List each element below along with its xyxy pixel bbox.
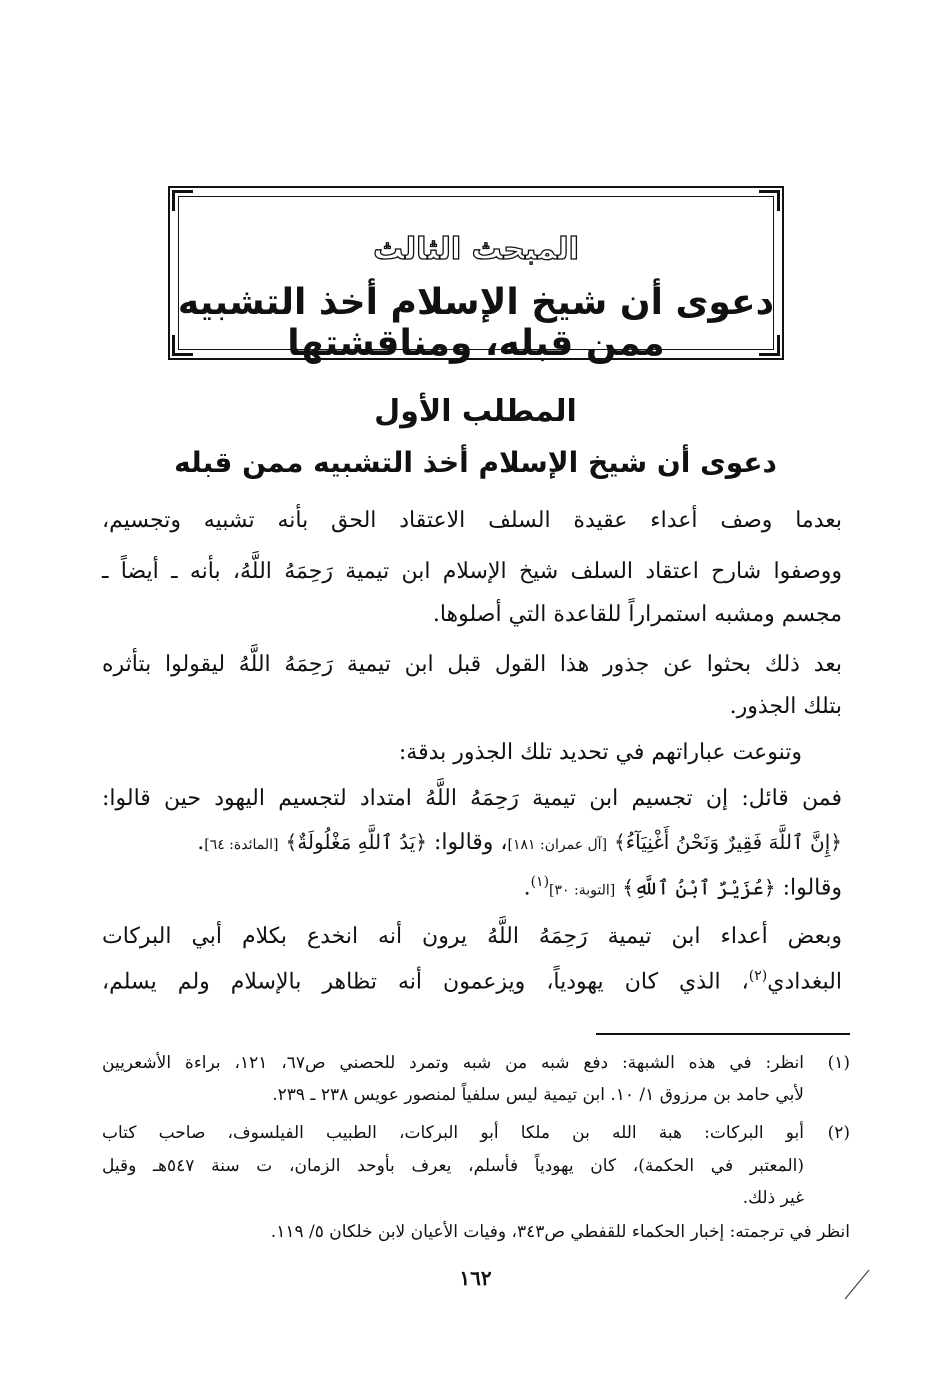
body-line: مجسم ومشبه استمراراً للقاعدة التي أصلوها. xyxy=(432,602,842,627)
chapter-title: دعوى أن شيخ الإسلام أخذ التشبيه ممن قبله، ومناقشتها xyxy=(177,282,775,364)
sentence-end: . xyxy=(523,875,531,901)
body-line: بعدما وصف أعداء عقيدة السلف الاعتقاد الحق بأنه تشبيه وتجسيم، xyxy=(102,508,842,533)
body-text: ، الذي كان يهودياً، ويزعمون أنه تظاهر بالإسلام ولم يسلم، xyxy=(102,969,749,995)
footnote-line: أبو البركات: هبة الله بن ملكا أبو البركات، الطبيب الفيلسوف، صاحب كتاب xyxy=(102,1123,804,1143)
body-line: بتلك الجذور. xyxy=(729,694,842,719)
chapter-label: المبحث الثالث xyxy=(373,232,579,267)
connector-text: وقالوا: xyxy=(782,875,842,901)
body-line xyxy=(102,968,842,994)
footnote-number: (٢) xyxy=(827,1123,850,1143)
quran-quote: ﴿إِنَّ ٱللَّهَ فَقِيرٌ وَنَحْنُ أَغْنِيَآءُ﴾ xyxy=(614,830,842,854)
quran-reference: [المائدة: ٦٤] xyxy=(204,837,279,853)
quran-quote: ﴿يَدُ ٱللَّهِ مَغْلُولَةٌ﴾ xyxy=(285,830,427,854)
quran-quote: ﴿عُزَيْرٌ ٱبْنُ ٱللَّهِ﴾ xyxy=(622,875,776,900)
section-title: دعوى أن شيخ الإسلام أخذ التشبيه ممن قبله xyxy=(174,446,777,479)
section-label: المطلب الأول xyxy=(374,394,577,429)
page-number: ١٦٢ xyxy=(459,1266,492,1290)
body-line: بعد ذلك بحثوا عن جذور هذا القول قبل ابن تيمية رَحِمَهُ اللَّهُ ليقولوا بتأثره xyxy=(102,652,842,677)
connector-text: ، وقالوا: xyxy=(433,830,508,855)
frame-corner-ornament xyxy=(759,190,780,211)
footnote-number: (١) xyxy=(827,1053,850,1073)
quran-reference: [آل عمران: ١٨١] xyxy=(507,837,608,853)
chapter-frame xyxy=(168,186,784,364)
body-line: ووصفوا شارح اعتقاد السلف شيخ الإسلام ابن تيمية رَحِمَهُ اللَّهُ، بأنه ـ أيضاً ـ xyxy=(102,559,842,584)
body-line: وتنوعت عباراتهم في تحديد تلك الجذور بدقة: xyxy=(398,740,802,765)
body-line: وبعض أعداء ابن تيمية رَحِمَهُ اللَّهُ يرون أنه انخدع بكلام أبي البركات xyxy=(102,924,842,949)
quran-quote-line xyxy=(102,874,842,900)
footnote-ref: (١) xyxy=(530,874,550,890)
quran-reference: [التوبة: ٣٠] xyxy=(549,882,616,899)
footnote-line: لأبي حامد بن مرزوق ١/ ١٠. ابن تيمية ليس سلفياً لمنصور عويس ٢٣٨ ـ ٢٣٩. xyxy=(272,1085,804,1105)
body-text: البغدادي xyxy=(767,969,842,995)
footnote-ref: (٢) xyxy=(748,968,768,984)
footnote-line: غير ذلك. xyxy=(742,1188,804,1208)
footnote-line: انظر: في هذه الشبهة: دفع شبه من شبه وتمرد للحصني ص٦٧، ١٢١، براءة الأشعريين xyxy=(102,1053,805,1073)
sentence-end: . xyxy=(197,830,205,855)
footnote-separator xyxy=(596,1033,850,1035)
body-line: فمن قائل: إن تجسيم ابن تيمية رَحِمَهُ اللَّهُ امتداد لتجسيم اليهود حين قالوا: xyxy=(102,786,842,811)
pen-mark-icon xyxy=(842,1268,872,1302)
frame-corner-ornament xyxy=(172,190,193,211)
footnote-line: انظر في ترجمته: إخبار الحكماء للقفطي ص٣٤٣، وفيات الأعيان لابن خلكان ٥/ ١١٩. xyxy=(270,1222,850,1242)
quran-quote-line xyxy=(102,830,842,855)
footnote-line: (المعتبر في الحكمة)، كان يهودياً فأسلم، يعرف بأوحد الزمان، ت سنة ٥٤٧هـ وقيل xyxy=(102,1156,804,1176)
